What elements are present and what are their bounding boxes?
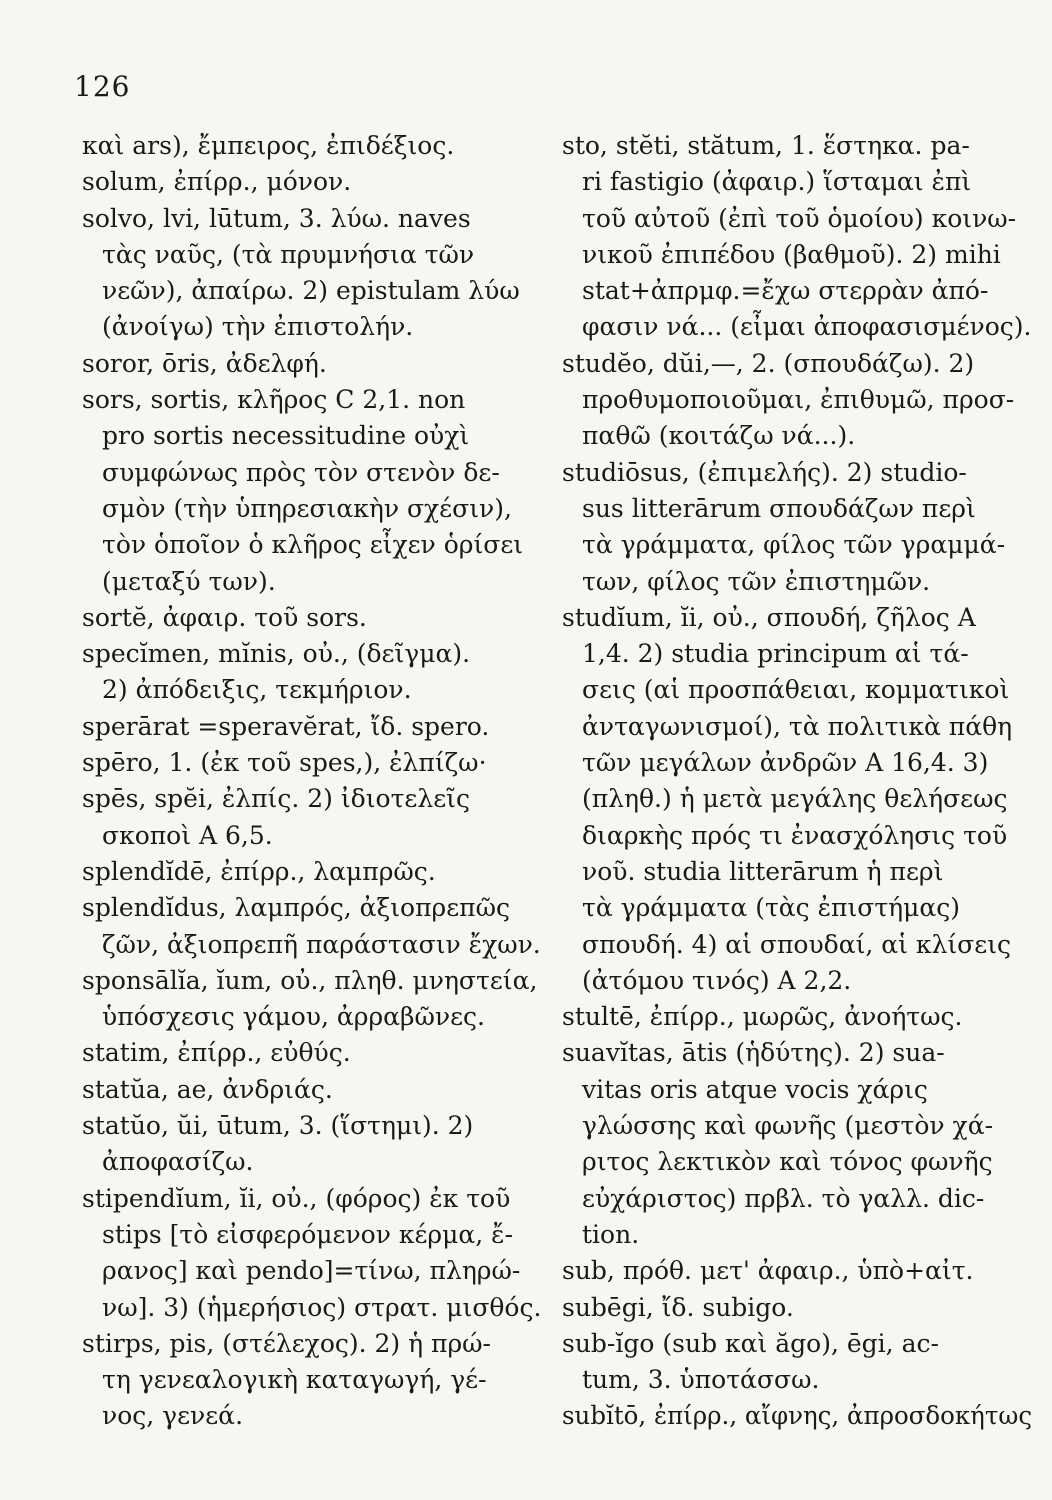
entry-line: sub, πρόθ. μετ' ἀφαιρ., ὑπὸ+αἰτ. — [562, 1256, 974, 1286]
entry-line: ἀποφασίζω. — [102, 1147, 254, 1177]
entry-line: νω]. 3) (ἡμερήσιος) στρατ. μισθός. — [102, 1292, 542, 1322]
entry-line: ἀνταγωνισμοί), τὰ πολιτικὰ πάθη — [582, 711, 1013, 741]
entry-line: γλώσσης καὶ φωνῆς (μεστὸν χά- — [582, 1111, 994, 1141]
entry-line: 2) ἀπόδειξις, τεκμήριον. — [102, 675, 412, 705]
entry-line: spēro, 1. (ἐκ τοῦ spes,), ἐλπίζω· — [82, 748, 487, 778]
entry-line: tion. — [582, 1219, 640, 1249]
entry-line: splendĭdus, λαμπρός, ἀξιοπρεπῶς — [82, 893, 511, 923]
entry-line: pro sortis necessitudine οὐχὶ — [102, 421, 470, 451]
entry-line: subēgi, ἴδ. subigo. — [562, 1292, 794, 1322]
entry-line: vitas oris atque vocis χάρις — [582, 1074, 928, 1104]
entry-line: σεις (αἱ προσπάθειαι, κομματικοὶ — [582, 675, 1010, 705]
entry-line: τὰ γράμματα (τὰς ἐπιστήμας) — [582, 893, 961, 923]
entry-line: studĕo, dŭi,—, 2. (σπουδάζω). 2) — [562, 348, 975, 378]
entry-line: splendĭdē, ἐπίρρ., λαμπρῶς. — [82, 856, 436, 886]
entry-line: ri fastigio (ἀφαιρ.) ἵσταμαι ἐπὶ — [582, 167, 972, 197]
entry-line: suavĭtas, ātis (ἡδύτης). 2) sua- — [562, 1038, 945, 1068]
entry-line: studĭum, ĭi, οὐ., σπουδή, ζῆλος A — [562, 602, 976, 632]
entry-line: παθῶ (κοιτάζω νά...). — [582, 421, 856, 451]
entry-line: sortĕ, ἀφαιρ. τοῦ sors. — [82, 602, 367, 632]
entry-line: sponsālĭa, ĭum, οὐ., πληθ. μνηστεία, — [82, 965, 538, 995]
entry-line: σκοποὶ A 6,5. — [102, 820, 273, 850]
entry-line: συμφώνως πρὸς τὸν στενὸν δε- — [102, 457, 500, 487]
entry-line: τὰς ναῦς, (τὰ πρυμνήσια τῶν — [102, 239, 475, 269]
entry-line: sub-ĭgo (sub καὶ ăgo), ēgi, ac- — [562, 1328, 939, 1358]
left-column — [82, 128, 542, 1435]
entry-line: studiōsus, (ἐπιμελής). 2) studio- — [562, 457, 967, 487]
entry-line: σπουδή. 4) αἱ σπουδαί, αἱ κλίσεις — [582, 929, 1012, 959]
entry-line: προθυμοποιοῦμαι, ἐπιθυμῶ, προσ- — [582, 385, 1015, 415]
page-number: 126 — [74, 70, 131, 103]
entry-line: sperārat =speravĕrat, ἴδ. spero. — [82, 711, 490, 741]
entry-line: ρανος] καὶ pendo]=τίνω, πληρώ- — [102, 1256, 521, 1286]
entry-line: νεῶν), ἀπαίρω. 2) epistulam λύω — [102, 276, 520, 306]
entry-line: ριτος λεκτικὸν καὶ τόνος φωνῆς — [582, 1147, 993, 1177]
entry-line: soror, ōris, ἀδελφή. — [82, 348, 327, 378]
entry-line: διαρκὴς πρός τι ἐνασχόλησις τοῦ — [582, 820, 1008, 850]
entry-line: stips [τὸ εἰσφερόμενον κέρμα, ἔ- — [102, 1219, 514, 1249]
entry-line: τοῦ αὐτοῦ (ἐπὶ τοῦ ὁμοίου) κοινω- — [582, 203, 1017, 233]
entry-line: νικοῦ ἐπιπέδου (βαθμοῦ). 2) mihi — [582, 239, 1001, 269]
entry-line: (πληθ.) ἡ μετὰ μεγάλης θελήσεως — [582, 784, 1008, 814]
entry-line: ὑπόσχεσις γάμου, ἀρραβῶνες. — [102, 1002, 485, 1032]
right-column — [562, 128, 1032, 1435]
entry-line: stultē, ἐπίρρ., μωρῶς, ἀνοήτως. — [562, 1002, 963, 1032]
entry-line: solum, ἐπίρρ., μόνον. — [82, 167, 352, 197]
entry-line: statŭo, ŭi, ūtum, 3. (ἵστημι). 2) — [82, 1111, 474, 1141]
entry-line: εὐχάριστος) πρβλ. τὸ γαλλ. dic- — [582, 1183, 985, 1213]
entry-line: ζῶν, ἀξιοπρεπῆ παράστασιν ἔχων. — [102, 929, 541, 959]
entry-line: (ἀτόμου τινός) A 2,2. — [582, 965, 852, 995]
entry-line: sors, sortis, κλῆρος C 2,1. non — [82, 385, 466, 415]
entry-line: 1,4. 2) studia principum αἱ τά- — [582, 639, 969, 669]
entry-line: καὶ ars), ἔμπειρος, ἐπιδέξιος. — [82, 131, 455, 160]
entry-line: (μεταξύ των). — [102, 566, 276, 596]
entry-line: sto, stĕti, stătum, 1. ἕστηκα. pa- — [562, 131, 970, 160]
entry-line: (ἀνοίγω) τὴν ἐπιστολήν. — [102, 312, 414, 342]
entry-line: subĭtō, ἐπίρρ., αἴφνης, ἀπροσδοκήτως — [562, 1401, 1032, 1431]
entry-line: statŭa, ae, ἀνδριάς. — [82, 1074, 333, 1104]
entry-line: stirps, pis, (στέλεχος). 2) ἡ πρώ- — [82, 1328, 492, 1358]
entry-line: sus litterārum σπουδάζων περὶ — [582, 493, 976, 523]
entry-line: τὸν ὁποῖον ὁ κλῆρος εἶχεν ὁρίσει — [102, 530, 524, 560]
entry-line: statim, ἐπίρρ., εὐθύς. — [82, 1038, 351, 1068]
entry-line: νοῦ. studia litterārum ἡ περὶ — [582, 856, 944, 886]
entry-line: solvo, lvi, lūtum, 3. λύω. naves — [82, 203, 471, 233]
entry-line: φασιν νά... (εἶμαι ἀποφασισμένος). — [582, 312, 1032, 342]
entry-line: specĭmen, mĭnis, οὐ., (δεῖγμα). — [82, 639, 471, 669]
entry-line: τη γενεαλογικὴ καταγωγή, γέ- — [102, 1365, 487, 1395]
entry-line: νος, γενεά. — [102, 1401, 244, 1431]
entry-line: spēs, spĕi, ἐλπίς. 2) ἰδιοτελεῖς — [82, 784, 470, 814]
entry-line: τὰ γράμματα, φίλος τῶν γραμμά- — [582, 530, 1006, 560]
entry-line: τῶν μεγάλων ἀνδρῶν A 16,4. 3) — [582, 748, 989, 778]
entry-line: των, φίλος τῶν ἐπιστημῶν. — [582, 566, 931, 596]
entry-line: stipendĭum, ĭi, οὐ., (φόρος) ἐκ τοῦ — [82, 1183, 511, 1213]
entry-line: σμὸν (τὴν ὑπηρεσιακὴν σχέσιν), — [102, 493, 512, 523]
entry-line: stat+ἀπρμφ.=ἔχω στερρὰν ἀπό- — [582, 276, 989, 306]
entry-line: tum, 3. ὑποτάσσω. — [582, 1365, 820, 1395]
